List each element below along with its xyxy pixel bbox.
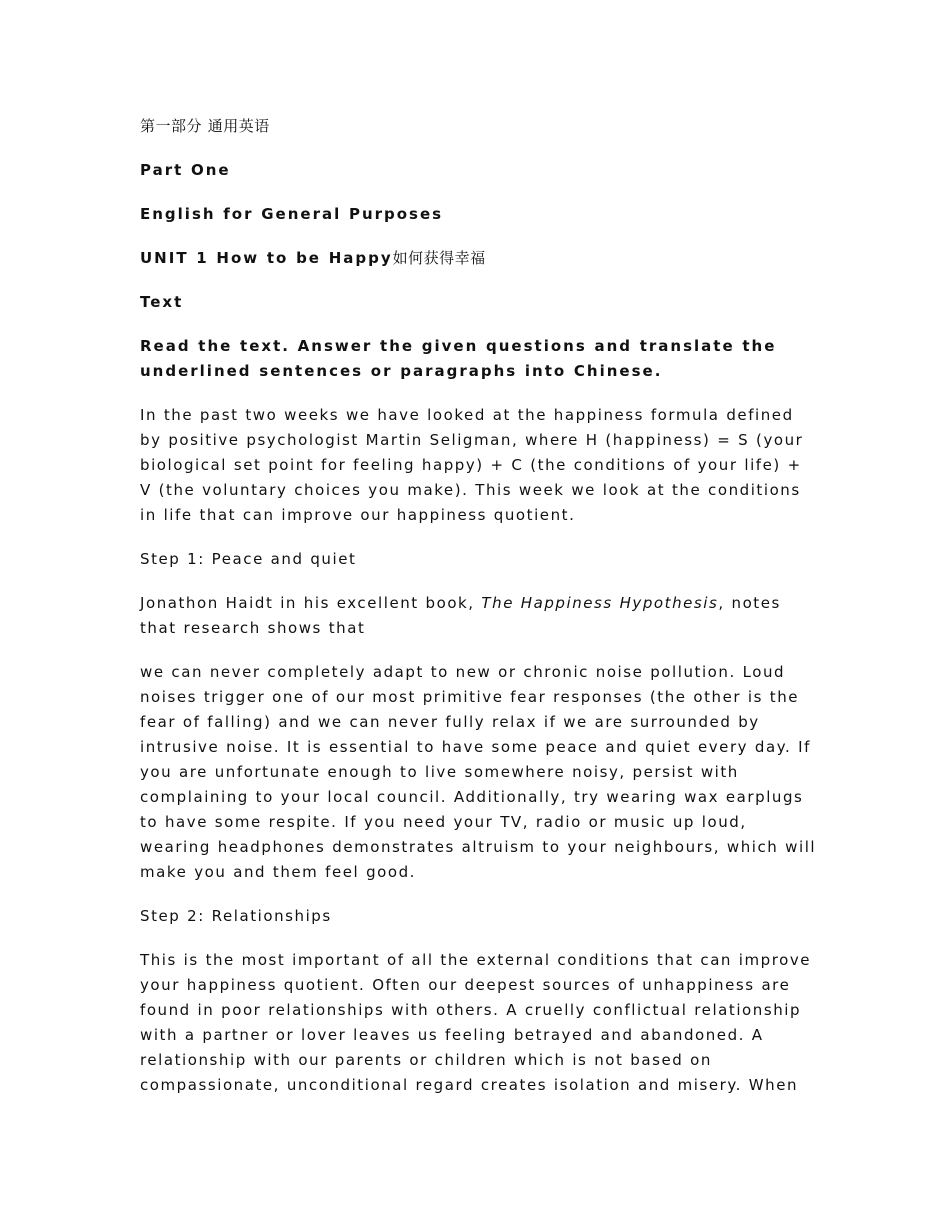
part-title: English for General Purposes [140,205,444,223]
document-page [140,114,820,1117]
step1-lead-paragraph [140,591,820,641]
step1-lead-after: , notes that research shows that [140,594,781,637]
unit-title [140,246,820,271]
part-heading: Part One [140,161,231,179]
step1-body-paragraph: we can never completely adapt to new or chronic noise pollution. Loud noises trigger one of our most primitive fear responses (the other is the fear of falling) and we can never fully relax if we are surrounded by intrusive noise. It is essential to have some peace and quiet every day. If you are unfortunate enough to live somewhere noisy, persist with complaining to your local council. Additionally, try wearing wax earplugs to have some respite. If you need your TV, radio or music up loud, wearing headphones demonstrates altruism to your neighbours, which will make you and them feel good. [140,663,817,881]
instruction-paragraph: Read the text. Answer the given questions and translate the underlined sentences or paragraphs into Chinese. [140,337,777,380]
step2-heading: Step 2: Relationships [140,907,332,925]
step2-body-paragraph: This is the most important of all the external conditions that can improve your happiness quotient. Often our deepest sources of unhappiness are found in poor relationships with others. A cruelly conflictual relationship with a partner or lover leaves us feeling betrayed and abandoned. A relationship with our parents or children which is not based on compassionate, unconditional regard creates isolation and misery. When [140,951,812,1094]
book-title: The Happiness Hypothesis [481,594,719,612]
unit-title-cn: 如何获得幸福 [392,249,486,267]
section-heading-cn: 第一部分 通用英语 [140,117,270,135]
unit-title-en: UNIT 1 How to be Happy [140,249,393,267]
text-heading: Text [140,293,184,311]
step1-heading: Step 1: Peace and quiet [140,550,357,568]
intro-paragraph: In the past two weeks we have looked at the happiness formula defined by positive psychologist Martin Seligman, where H (happiness) = S (your biological set point for feeling happy) + C (the conditions of your life) + V (the voluntary choices you make). This week we look at the conditions in life that can improve our happiness quotient. [140,406,804,524]
step1-lead-before: Jonathon Haidt in his excellent book, [140,594,482,612]
